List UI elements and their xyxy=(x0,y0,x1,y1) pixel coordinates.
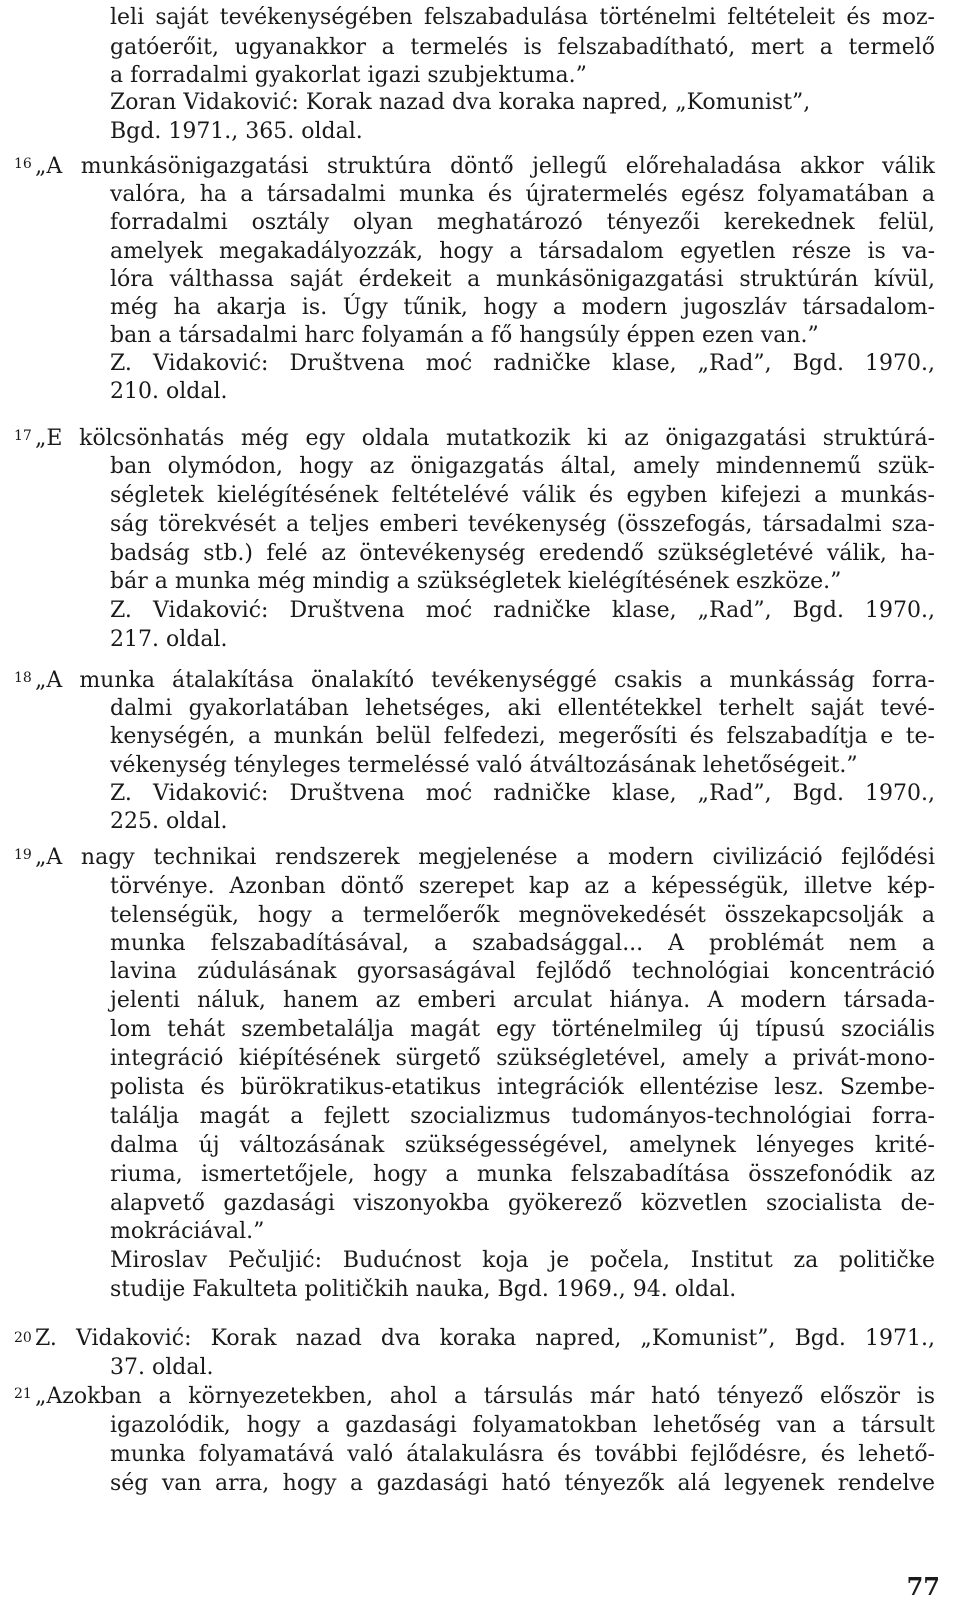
text-line: „A nagy technikai rendszerek megjelenése a modern civilizáció fejlődési xyxy=(35,845,935,870)
text-line: 210. oldal. xyxy=(110,379,228,404)
text-line: telenségük, hogy a termelőerők megnövekedését összekapcsolják a xyxy=(110,903,935,928)
text-line: Zoran Vidaković: Korak nazad dva koraka napred, „Komunist”, xyxy=(110,90,811,115)
text-line: ban a társadalmi harc folyamán a fő hangsúly éppen ezen van.” xyxy=(110,323,819,348)
text-line: ség van arra, hogy a gazdasági ható tényezők alá legyenek rendelve xyxy=(110,1471,935,1496)
text-line: ság törekvését a teljes emberi tevékenység (összefogás, társadalmi sza- xyxy=(110,512,935,537)
text-line: a forradalmi gyakorlat igazi szubjektuma.” xyxy=(110,63,587,88)
text-line: „A munkásönigazgatási struktúra döntő jellegű előrehaladása akkor válik xyxy=(35,154,935,179)
footnote-marker-16: 16 xyxy=(14,156,32,172)
text-line: Bgd. 1971., 365. oldal. xyxy=(110,119,363,144)
text-line: studije Fakulteta političkih nauka, Bgd. 1969., 94. oldal. xyxy=(110,1277,737,1302)
footnote-marker-18: 18 xyxy=(14,670,32,686)
text-line: „E kölcsönhatás még egy oldala mutatkozik ki az önigazgatási struktúrá- xyxy=(35,426,935,451)
text-line: 225. oldal. xyxy=(110,809,228,834)
text-line: találja magát a fejlett szocializmus tudományos-technológiai forra- xyxy=(110,1104,935,1129)
text-line: riuma, ismertetőjele, hogy a munka felszabadítása összefonódik az xyxy=(110,1162,935,1187)
text-line: amelyek megakadályozzák, hogy a társadalom egyetlen része is va- xyxy=(110,239,935,264)
page-number: 77 xyxy=(906,1572,940,1601)
text-line: Z. Vidaković: Društvena moć radničke klase, „Rad”, Bgd. 1970., xyxy=(110,351,935,376)
text-line: 217. oldal. xyxy=(110,627,228,652)
text-line: „Azokban a környezetekben, ahol a társulás már ható tényező először is xyxy=(35,1384,935,1409)
text-line: vékenység tényleges termeléssé való átváltozásának lehetőségeit.” xyxy=(110,753,858,778)
text-line: dalmi gyakorlatában lehetséges, aki ellentétekkel terhelt saját tevé- xyxy=(110,696,935,721)
text-line: badság stb.) felé az öntevékenység eredendő szükségletévé válik, ha- xyxy=(110,541,935,566)
text-line: lavina zúdulásának gyorsaságával fejlődő technológiai koncentráció xyxy=(110,959,935,984)
text-line: igazolódik, hogy a gazdasági folyamatokban lehetőség van a társult xyxy=(110,1413,935,1438)
text-line: „A munka átalakítása önalakító tevékenységgé csakis a munkásság forra- xyxy=(35,668,935,693)
text-line: bár a munka még mindig a szükségletek kielégítésének eszköze.” xyxy=(110,569,842,594)
text-line: ségletek kielégítésének feltételévé válik és egyben kifejezi a munkás- xyxy=(110,483,935,508)
text-line: forradalmi osztály olyan meghatározó tényezői kerekednek felül, xyxy=(110,210,935,235)
text-line: 37. oldal. xyxy=(110,1355,214,1380)
text-line: Z. Vidaković: Korak nazad dva koraka napred, „Komunist”, Bgd. 1971., xyxy=(35,1326,935,1351)
text-line: munka felszabadításával, a szabadsággal... A problémát nem a xyxy=(110,931,935,956)
text-line: dalma új változásának szükségességével, amelynek lényeges krité- xyxy=(110,1133,935,1158)
text-line: Z. Vidaković: Društvena moć radničke klase, „Rad”, Bgd. 1970., xyxy=(110,598,935,623)
text-line: integráció kiépítésének sürgető szükségletével, amely a privát-mono- xyxy=(110,1046,935,1071)
text-line: leli saját tevékenységében felszabadulása történelmi feltételeit és moz- xyxy=(110,5,935,30)
text-line: polista és bürökratikus-etatikus integrációk ellentézise lesz. Szembe- xyxy=(110,1075,935,1100)
text-line: jelenti náluk, hanem az emberi arculat hiánya. A modern társada- xyxy=(110,988,935,1013)
footnote-marker-21: 21 xyxy=(14,1386,32,1402)
footnote-marker-17: 17 xyxy=(14,428,32,444)
text-line: lom tehát szembetalálja magát egy történelmileg új típusú szociális xyxy=(110,1017,935,1042)
text-line: gatóerőit, ugyanakkor a termelés is felszabadítható, mert a termelő xyxy=(110,35,935,60)
text-line: törvénye. Azonban döntő szerepet kap az a képességük, illetve kép- xyxy=(110,874,935,899)
text-line: Miroslav Pečuljić: Budućnost koja je počela, Institut za političke xyxy=(110,1248,935,1273)
text-line: alapvető gazdasági viszonyokba gyökerező közvetlen szocialista de- xyxy=(110,1191,935,1216)
footnote-marker-19: 19 xyxy=(14,847,32,863)
text-line: ban olymódon, hogy az önigazgatás által, amely mindennemű szük- xyxy=(110,454,935,479)
text-line: mokráciával.” xyxy=(110,1219,265,1244)
text-line: még ha akarja is. Úgy tűnik, hogy a modern jugoszláv társadalom- xyxy=(110,295,935,320)
text-line: valóra, ha a társadalmi munka és újratermelés egész folyamatában a xyxy=(110,182,935,207)
text-line: Z. Vidaković: Društvena moć radničke klase, „Rad”, Bgd. 1970., xyxy=(110,781,935,806)
text-line: lóra válthassa saját érdekeit a munkásönigazgatási struktúrán kívül, xyxy=(110,267,935,292)
footnote-marker-20: 20 xyxy=(14,1330,32,1346)
text-line: munka folyamatává való átalakulásra és további fejlődésre, és lehető- xyxy=(110,1442,935,1467)
text-line: kenységén, a munkán belül felfedezi, megerősíti és felszabadítja e te- xyxy=(110,724,935,749)
